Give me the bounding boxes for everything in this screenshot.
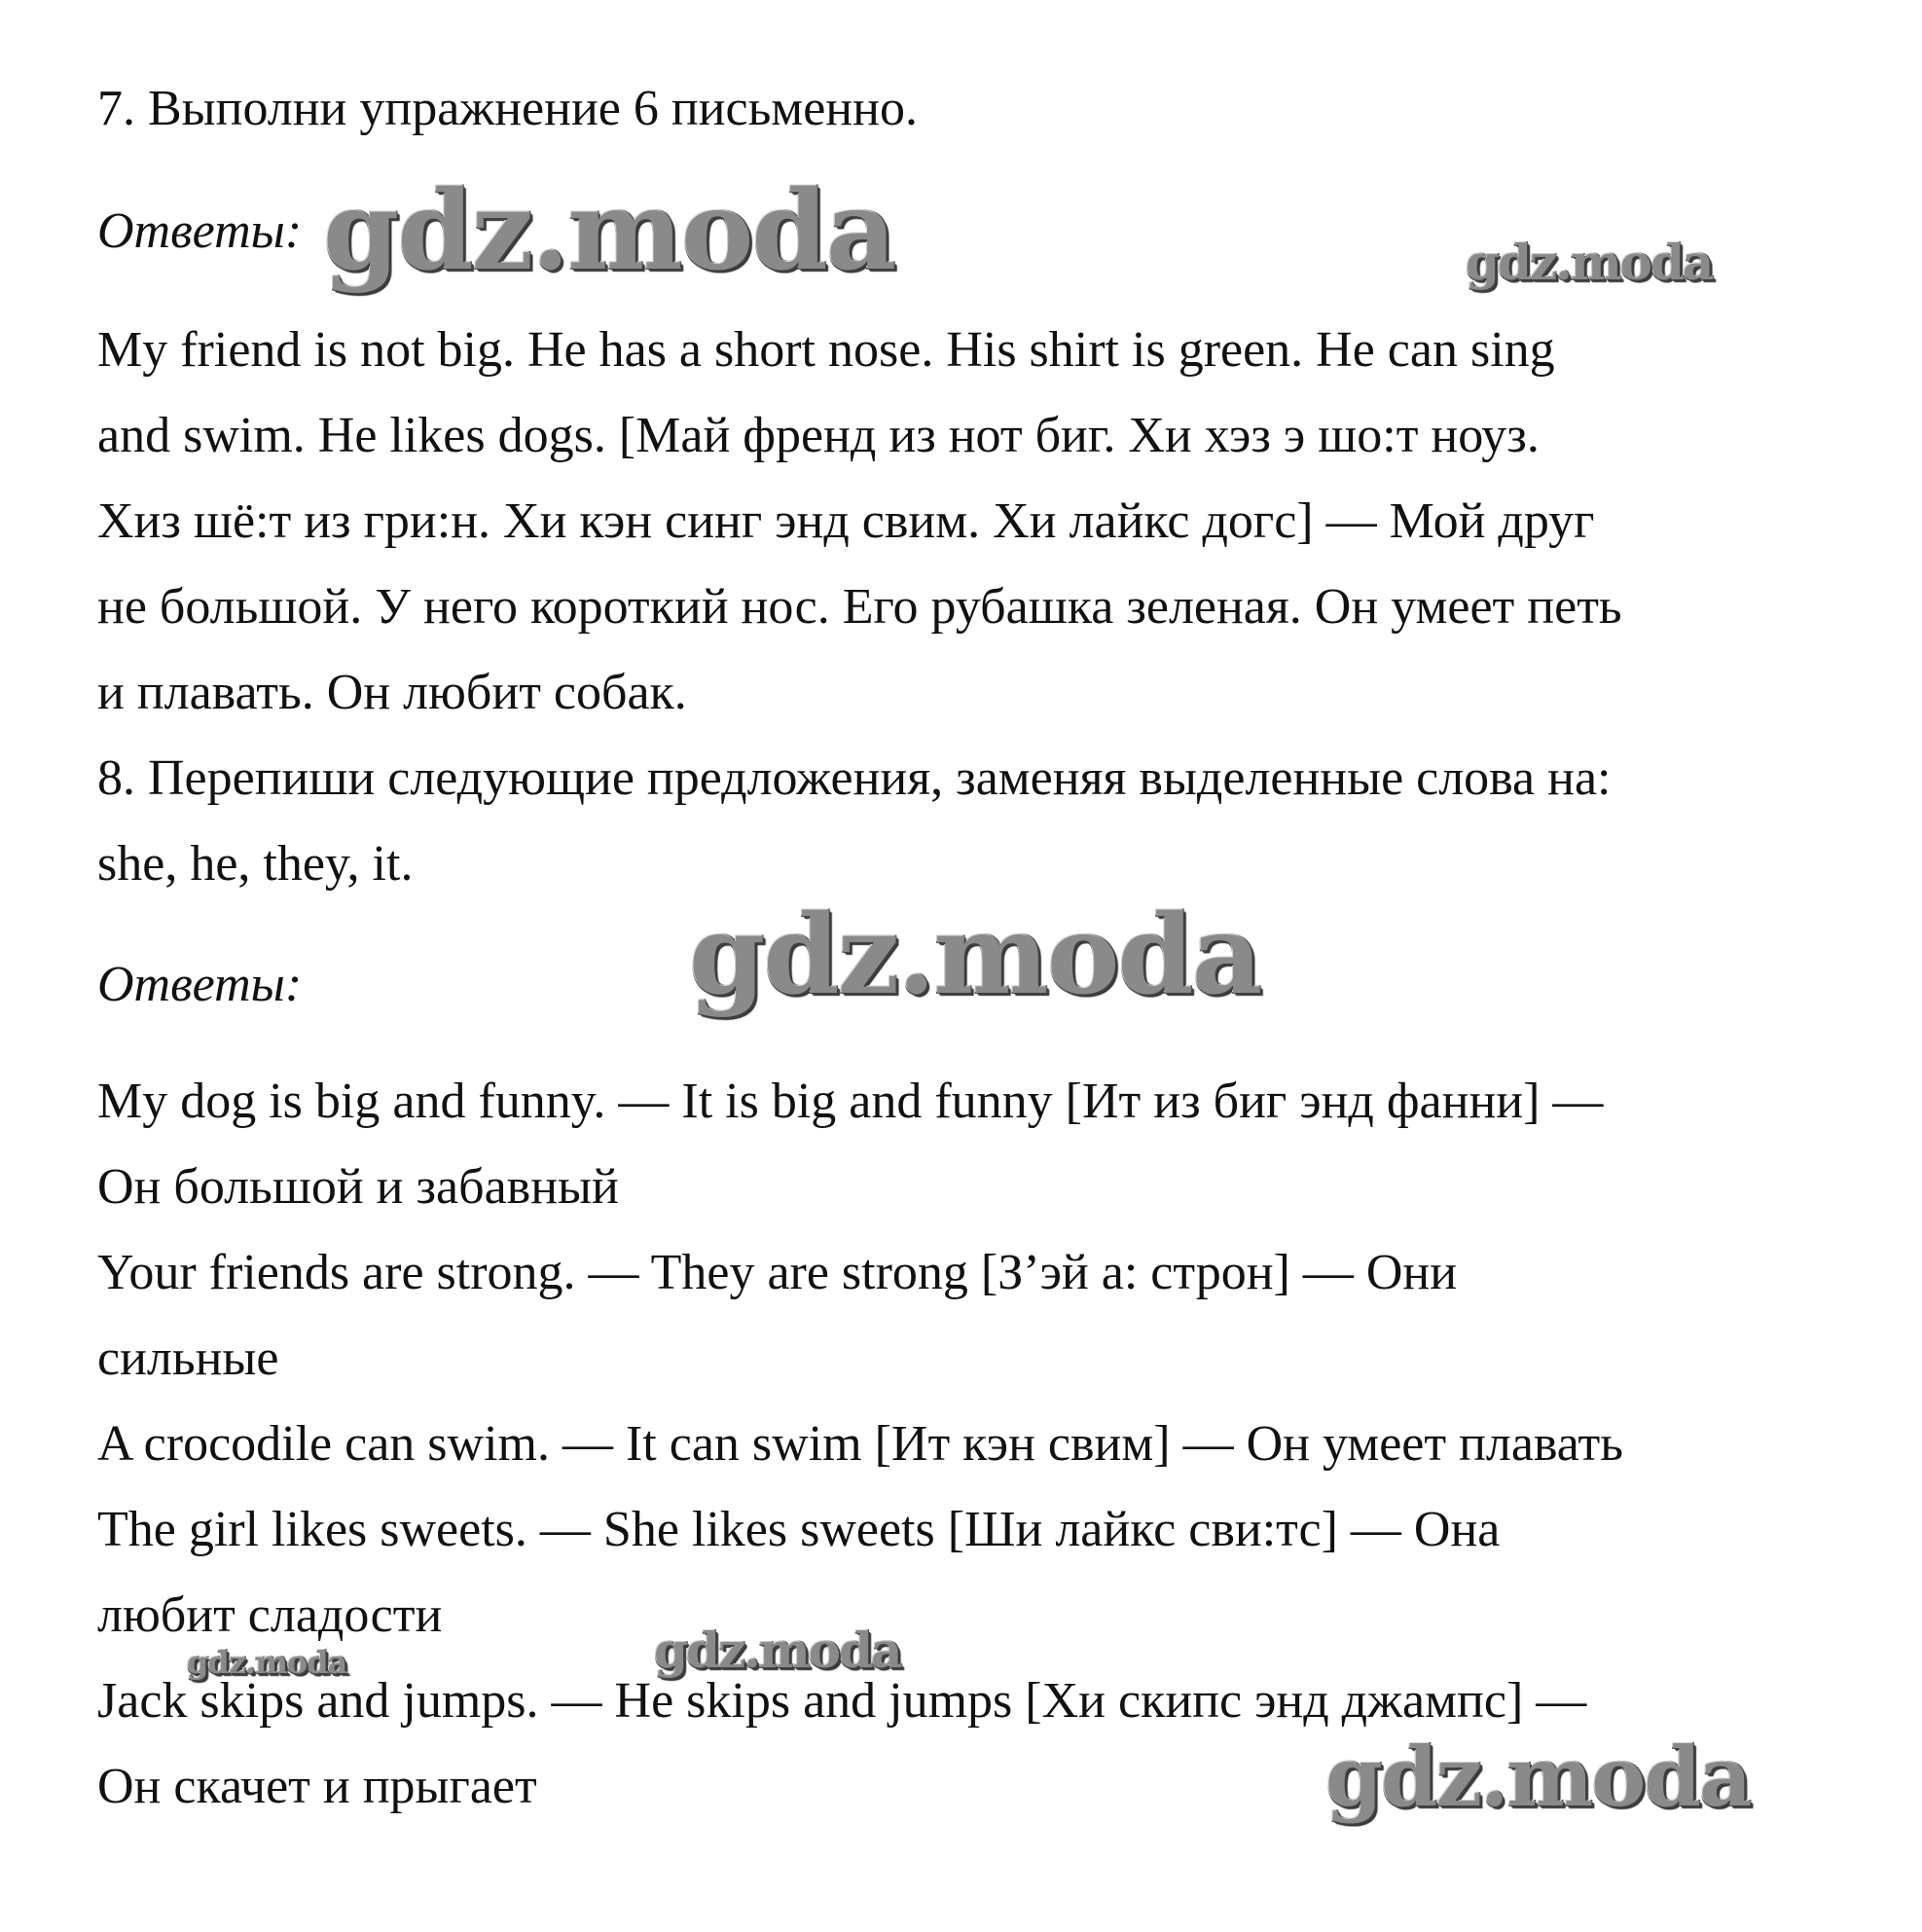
task7-line-1: My friend is not big. He has a short nose. His shirt is green. He can sing — [97, 322, 1555, 378]
task8-line-4: сильные — [97, 1331, 279, 1386]
task7-line-3: Хиз шё:т из гри:н. Хи кэн синг энд свим. Хи лайкс догс] — Мой друг — [97, 493, 1595, 549]
task8-line-7: любит сладости — [97, 1587, 443, 1643]
task8-line-1: My dog is big and funny. — It is big and funny [Ит из биг энд фанни] — — [97, 1074, 1604, 1129]
task8-line-5: A crocodile can swim. — It can swim [Ит кэн свим] — Он умеет плавать — [97, 1416, 1623, 1472]
watermark-logo-5: gdz.moda — [654, 1622, 901, 1679]
task8-line-3: Your friends are strong. — They are strong [З’эй а: строн] — Они — [97, 1245, 1458, 1300]
task8-heading-line-1: 8. Перепиши следующие предложения, заменяя выделенные слова на: — [97, 750, 1612, 806]
task7-line-5: и плавать. Он любит собак. — [97, 665, 687, 720]
task7-heading: 7. Выполни упражнение 6 письменно. — [97, 81, 918, 136]
watermark-logo-4: gdz.moda — [187, 1644, 347, 1681]
task7-answers-label: Ответы: — [97, 203, 303, 259]
task7-line-4: не большой. У него короткий нос. Его рубашка зеленая. Он умеет петь — [97, 579, 1622, 635]
task8-line-8: Jack skips and jumps. — He skips and jumps [Хи скипс энд джампс] — — [97, 1673, 1587, 1729]
watermark-logo-3: gdz.moda — [689, 892, 1261, 1019]
watermark-logo-2: gdz.moda — [1466, 234, 1713, 291]
task8-answers-label: Ответы: — [97, 957, 303, 1012]
task8-heading-line-2: she, he, they, it. — [97, 836, 414, 892]
task8-line-2: Он большой и забавный — [97, 1159, 619, 1215]
task7-line-2: and swim. He likes dogs. [Май френд из нот биг. Хи хэз э шо:т ноуз. — [97, 408, 1540, 463]
watermark-logo-6: gdz.moda — [1325, 1729, 1751, 1825]
task8-line-9: Он скачет и прыгает — [97, 1759, 537, 1814]
task8-line-6: The girl likes sweets. — She likes sweets [Ши лайкс сви:тс] — Она — [97, 1502, 1501, 1557]
watermark-logo-1: gdz.moda — [323, 167, 895, 295]
